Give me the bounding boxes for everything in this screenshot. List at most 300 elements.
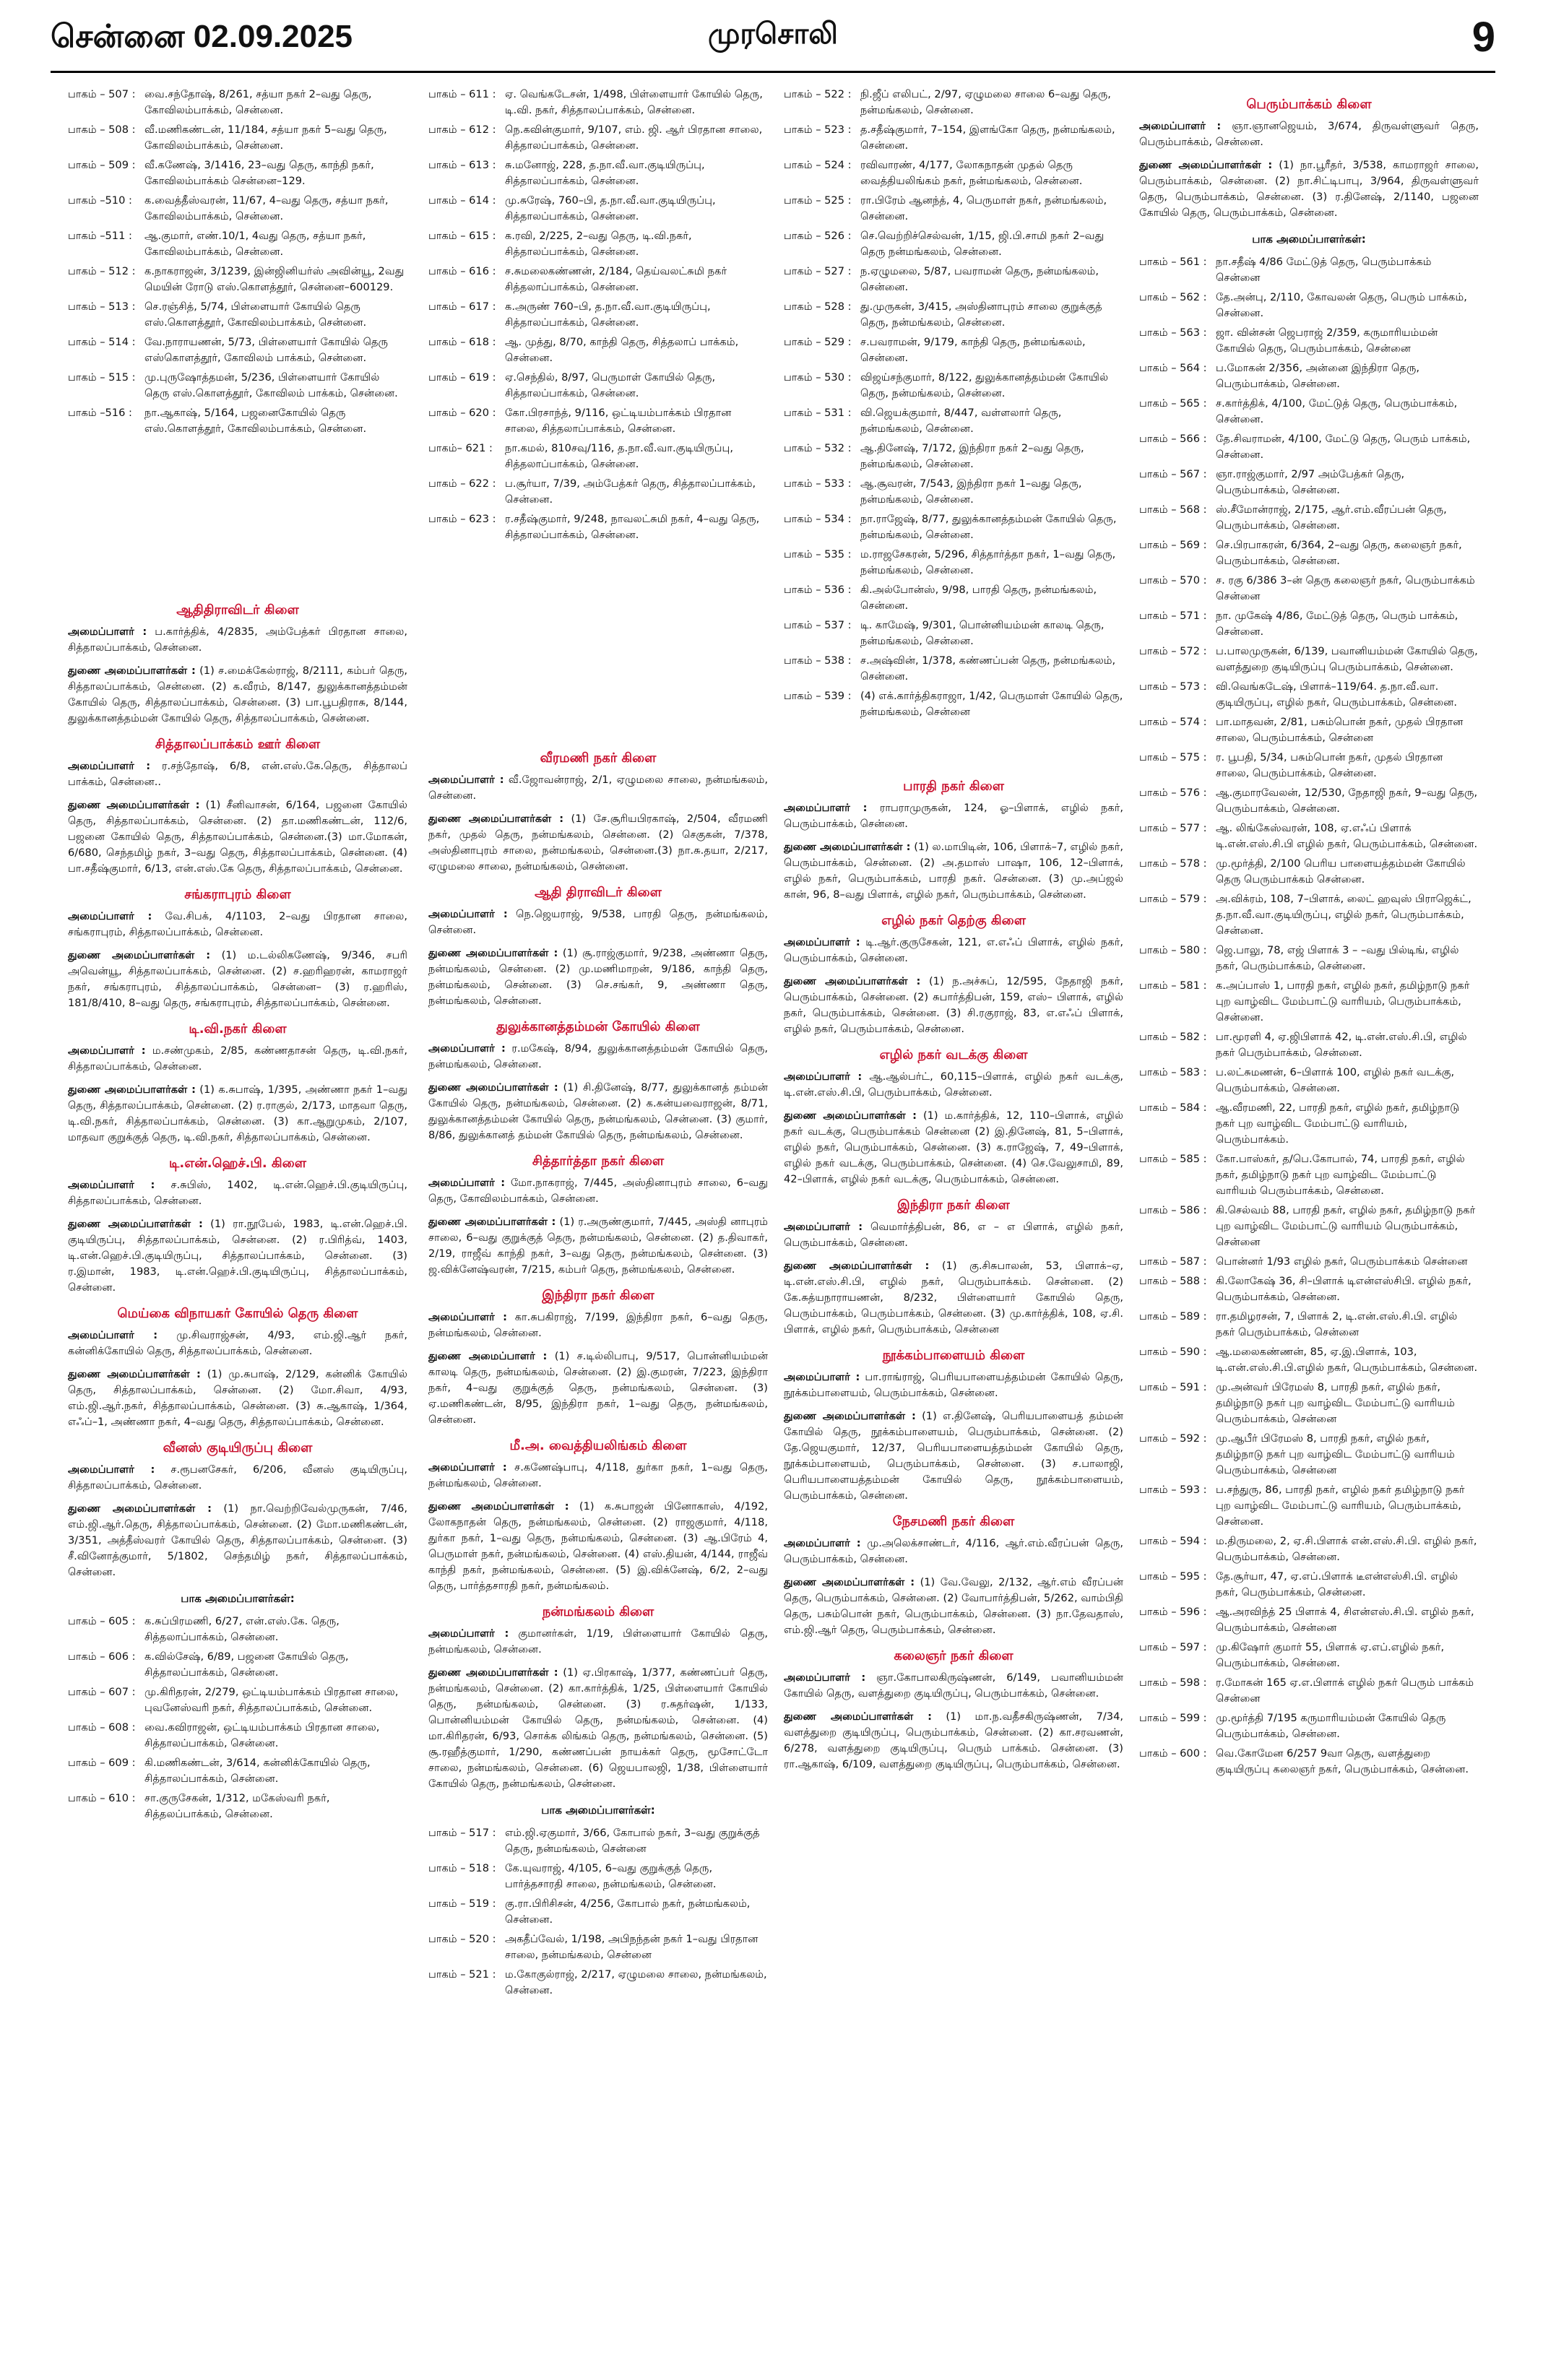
officer-details: டி.ஆர்.குருசேகன், 121, எ.எஃப் பிளாக், எழில் நகர், பெரும்பாக்கம், சென்னை. bbox=[784, 936, 1123, 964]
booth-number: பாகம் – 508 : bbox=[68, 124, 136, 136]
booth-number: பாகம் – 532 : bbox=[784, 442, 852, 454]
branch-officer-paragraph bbox=[428, 1349, 768, 1428]
booth-number: பாகம் – 613 : bbox=[428, 159, 496, 171]
branch-title: சங்கராபுரம் கிளை bbox=[184, 887, 291, 902]
officer-role-label: துணை அமைப்பாளர்கள் : bbox=[68, 799, 200, 811]
booth-organiser: கி.செல்வம் 88, பாரதி நகர், எழில் நகர், தமிழ்நாடு நகர் புற வாழ்விட மேம்பாட்டு வாரியம் பெரும்பாக்கம், சென்னை bbox=[1216, 1204, 1476, 1248]
booth-number: பாகம் – 619 : bbox=[428, 371, 496, 384]
booth-entry bbox=[784, 547, 1123, 579]
booth-organiser: நா. முகேஷ் 4/86, மேட்டுத் தெரு, பெரும் பாக்கம், சென்னை. bbox=[1216, 610, 1458, 638]
booth-organiser: ரா.தமிழரசன், 7, பிளாக் 2, டி.என்.எஸ்.சி.பி. எழில் நகர் பெரும்பாக்கம், சென்னை bbox=[1216, 1310, 1458, 1338]
officer-details: (1) ச.டில்லிபாபு, 9/517, பொன்னியம்மன் காலடி தெரு, நன்மங்கலம், சென்னை. (2) இ.குமரன், 7/223, இந்திரா நகர், 4–வது குறுக்குத் தெரு, நன்மங்கலம், சென்னை. (3) ஏ.மணிகண்டன், 8/95, இந்திரா நகர், 1–வது தெரு, நன்மங்கலம், சென்னை. bbox=[428, 1350, 768, 1426]
booth-organiser: ர. பூபதி, 5/34, பசும்பொன் நகர், முதல் பிரதான சாலை, பெரும்பாக்கம், சென்னை. bbox=[1216, 751, 1443, 779]
booth-number: பாகம் – 522 : bbox=[784, 88, 852, 100]
booth-organiser: ம.ராஜசேகரன், 5/296, சித்தார்த்தா நகர், 1–வது தெரு, நன்மங்கலம், சென்னை. bbox=[860, 548, 1116, 576]
branch-officer-paragraph bbox=[68, 1328, 407, 1359]
branch-title: எழில் நகர் தெற்கு கிளை bbox=[881, 913, 1026, 928]
column-spacer bbox=[784, 724, 1123, 769]
officer-details: பா.ராங்ராஜ், பெரியபாளையத்தம்மன் கோயில் தெரு, நூக்கம்பாளையம், பெரும்பாக்கம், சென்னை. bbox=[784, 1371, 1123, 1399]
branch-section bbox=[784, 1648, 1123, 1773]
column-1 bbox=[68, 87, 407, 2373]
booth-entry bbox=[784, 618, 1123, 649]
booth-entry bbox=[428, 1931, 768, 1963]
officer-role-label: அமைப்பாளர் : bbox=[428, 908, 508, 920]
booth-organiser: வே.நாராயணன், 5/73, பிள்ளையார் கோயில் தெரு எஸ்கொளத்தூர், கோவிலம் பாக்கம், சென்னை. bbox=[144, 336, 388, 364]
officer-role-label: துணை அமைப்பாளர்கள் : bbox=[784, 1410, 916, 1422]
column-4 bbox=[1139, 87, 1479, 2373]
officer-role-label: அமைப்பாளர் : bbox=[428, 1177, 506, 1189]
booth-organiser: ப.லட்சுமணன், 6–பிளாக் 100, எழில் நகர் வடக்கு, பெரும்பாக்கம், சென்னை. bbox=[1216, 1066, 1455, 1094]
branch-officer-paragraph bbox=[784, 1258, 1123, 1338]
booth-entry bbox=[784, 299, 1123, 331]
officer-role-label: அமைப்பாளர் : bbox=[784, 936, 860, 948]
branch-section bbox=[428, 1154, 768, 1278]
booth-entry bbox=[1139, 1344, 1479, 1376]
booth-entry bbox=[1139, 856, 1479, 888]
booth-number: பாகம் – 617 : bbox=[428, 300, 496, 313]
branch-section bbox=[784, 1348, 1123, 1504]
branch-officer-paragraph bbox=[68, 1043, 407, 1075]
booth-number: பாகம் – 582 : bbox=[1139, 1031, 1207, 1043]
booth-entry bbox=[1139, 1029, 1479, 1061]
branch-section bbox=[784, 1198, 1123, 1338]
branch-title: பாரதி நகர் கிளை bbox=[903, 779, 1004, 794]
booth-number: பாகம் – 568 : bbox=[1139, 503, 1207, 516]
booth-number: பாகம் – 567 : bbox=[1139, 468, 1207, 480]
booth-number: பாகம் – 509 : bbox=[68, 159, 136, 171]
booth-organiser: அ.விக்ரம், 108, 7–பிளாக், லைட் ஹவுஸ் பிராஜெக்ட், த.நா.வீ.வா.குடியிருப்பு, எழில் நகர், பெரும்பாக்கம், சென்னை. bbox=[1216, 893, 1471, 937]
officer-details: (1) க.சுபாஜன் பினோகாஸ், 4/192, லோகநாதன் தெரு, நன்மங்கலம், சென்னை. (2) ராஜகுமார், 4/118, துர்கா நகர், 1–வது தெரு, நன்மங்கலம், சென்னை. (3) ஆ.பிரேம் 4, பெருமாள் நகர், நன்மங்கலம், சென்னை. (4) எஸ்.தியன், 4/144, ராஜீவ் காந்தி நகர், நன்மங்கலம், சென்னை. (5) இ.விக்னேஷ், 6/2, 2–வது தெரு, பார்த்தசாரதி நகர், நன்மங்கலம். bbox=[428, 1500, 768, 1592]
booth-organiser: ஸ்.சீமோன்ராஜ், 2/175, ஆர்.எம்.வீரப்பன் தெரு, பெரும்பாக்கம், சென்னை. bbox=[1216, 503, 1447, 532]
booth-number: பாகம் – 565 : bbox=[1139, 397, 1207, 410]
branch-section bbox=[68, 887, 407, 1011]
booth-entry bbox=[1139, 1533, 1479, 1565]
booth-entry bbox=[68, 264, 407, 295]
booth-number: பாகம் – 524 : bbox=[784, 159, 852, 171]
booth-number: பாகம் – 521 : bbox=[428, 1968, 496, 1981]
booth-organiser: மு.அன்வர் பிரேமஸ் 8, பாரதி நகர், எழில் நகர், தமிழ்நாடு நகர் புற வாழ்விட மேம்பாட்டு வாரியம் பெரும்பாக்கம், சென்னை bbox=[1216, 1381, 1455, 1425]
booth-number: பாகம்– 621 : bbox=[428, 442, 493, 454]
booth-organiser: நெ.கவின்குமார், 9/107, எம். ஜி. ஆர் பிரதான சாலை, சித்தாலப்பாக்கம், சென்னை. bbox=[505, 124, 763, 152]
booth-organiser: செ.வெற்றிச்செல்வன், 1/15, ஜி.பி.சாமி நகர் 2–வது தெரு நன்மங்கலம், சென்னை. bbox=[860, 230, 1105, 258]
booth-number: பாகம் – 514 : bbox=[68, 336, 136, 348]
officer-role-label: துணை அமைப்பாளர்கள் : bbox=[68, 1368, 201, 1380]
branch-title: கலைஞர் நகர் கிளை bbox=[894, 1648, 1013, 1663]
booth-number: பாகம் – 587 : bbox=[1139, 1255, 1207, 1268]
booth-number: பாகம் – 599 : bbox=[1139, 1712, 1207, 1724]
booth-entry bbox=[784, 688, 1123, 720]
booth-entry bbox=[1139, 1710, 1479, 1742]
branch-title: துலுக்கானத்தம்மன் கோயில் கிளை bbox=[496, 1019, 700, 1034]
booth-entry bbox=[428, 370, 768, 402]
branch-officer-paragraph bbox=[428, 1175, 768, 1207]
branch-section bbox=[68, 1306, 407, 1430]
branch-officer-paragraph bbox=[784, 935, 1123, 966]
officer-role-label: துணை அமைப்பாளர் : bbox=[428, 1350, 548, 1362]
branch-section bbox=[784, 779, 1123, 903]
booth-organiser: க.வில்சேஷ், 6/89, பஜனை கோயில் தெரு, சித்தாலப்பாக்கம், சென்னை. bbox=[144, 1650, 349, 1679]
officer-role-label: துணை அமைப்பாளர்கள் : bbox=[68, 665, 196, 677]
booth-entry bbox=[68, 1755, 407, 1787]
booth-number: பாகம் – 523 : bbox=[784, 124, 852, 136]
officer-role-label: துணை அமைப்பாளர்கள் : bbox=[428, 1666, 558, 1679]
booth-organiser: மு.சுரேஷ், 760–பி, த.நா.வீ.வா.குடியிருப்பு, சித்தாலப்பாக்கம், சென்னை. bbox=[505, 194, 716, 222]
booth-number: பாகம் – 561 : bbox=[1139, 256, 1207, 268]
officer-details: (1) கு.சிசுபாலன், 53, பிளாக்–ஏ, டி.என்.எஸ்.சி.பி, எழில் நகர், பெரும்பாக்கம். சென்னை. (2) கே.சுத்யநாராயணன், 8/232, பிள்ளையார் கோயில் தெரு, பெரும்பாக்கம், பெரும்பாக்கம், சென்னை. (3) மு.கார்த்திக், 108, ஏ.சி. பிளாக், எழில் நகர், பெரும்பாக்கம், சென்னை bbox=[784, 1260, 1123, 1336]
booth-entry bbox=[428, 193, 768, 225]
branch-officer-paragraph bbox=[1139, 157, 1479, 221]
booth-number: பாகம் – 615 : bbox=[428, 230, 496, 242]
branch-officer-paragraph bbox=[428, 906, 768, 938]
booth-number: பாகம் – 591 : bbox=[1139, 1381, 1207, 1393]
booth-number: பாகம் – 515 : bbox=[68, 371, 136, 384]
branch-officer-paragraph bbox=[68, 1082, 407, 1146]
booth-number: பாகம் – 539 : bbox=[784, 690, 852, 702]
booth-number: பாகம் – 584 : bbox=[1139, 1102, 1207, 1114]
branch-officer-paragraph bbox=[68, 1462, 407, 1494]
booth-organiser: ப.சூர்யா, 7/39, அம்பேத்கர் தெரு, சித்தாலப்பாக்கம், சென்னை. bbox=[505, 477, 756, 506]
booth-number: பாகம் – 614 : bbox=[428, 194, 496, 207]
officer-details: ம.சண்முகம், 2/85, கண்ணதாசன் தெரு, டி.வி.நகர், சித்தாலப்பாக்கம், சென்னை. bbox=[68, 1044, 407, 1073]
officer-details: குமானர்கள், 1/19, பிள்ளையார் கோயில் தெரு, நன்மங்கலம், சென்னை. bbox=[428, 1627, 768, 1656]
branch-section bbox=[68, 1440, 407, 1580]
booth-organiser: ச.கார்த்திக், 4/100, மேட்டுத் தெரு, பெரும்பாக்கம், சென்னை. bbox=[1216, 397, 1458, 425]
officer-role-label: துணை அமைப்பாளர்கள் : bbox=[428, 947, 558, 959]
branch-section bbox=[428, 1288, 768, 1428]
officer-details: (1) ம.டல்லிகணேஷ், 9/346, சபரி அவென்யூ, சித்தாலப்பாக்கம், சென்னை. (2) ச.ஹரிஹரன், காமராஜர் நகர், சங்கராபுரம், சித்தாலப்பாக்கம், சென்னை– (3) ர.ஹரிஸ், 181/8/410, 8–வது தெரு, சங்கராபுரம், சித்தாலப்பாக்கம், சென்னை. bbox=[68, 949, 407, 1009]
booth-entry bbox=[1139, 537, 1479, 569]
booth-entry bbox=[784, 476, 1123, 508]
branch-officer-paragraph bbox=[428, 1499, 768, 1594]
officer-details: ஞா.கோபாலகிருஷ்ணன், 6/149, பவானியம்மன் கோயில் தெரு, வளத்துறை குடியிருப்பு, பெரும்பாக்கம், சென்னை. bbox=[784, 1671, 1123, 1700]
booth-number: பாகம் – 610 : bbox=[68, 1792, 136, 1804]
booth-entry bbox=[784, 441, 1123, 472]
officer-details: (1) ந.அச்சுப், 12/595, நேதாஜி நகர், பெரும்பாக்கம், சென்னை. (2) சுபார்த்திபன், 159, எஸ்– பிளாக், எழில் நகர், பெரும்பாக்கம், சென்னை. (3) சி.ரகுராஜ், 83, எ.எஃப் பிளாக், எழில் நகர், பெரும்பாக்கம், சென்னை. bbox=[784, 975, 1123, 1035]
booth-entry bbox=[428, 1825, 768, 1857]
booth-entry bbox=[68, 228, 407, 260]
booth-organiser: ஆ.வீரமணி, 22, பாரதி நகர், எழில் நகர், தமிழ்நாடு நகர் புற வாழ்விட மேம்பாட்டு வாரியம், பெரும்பாக்கம். bbox=[1216, 1102, 1460, 1146]
officer-details: (1) நா.வெற்றிவேல்முருகன், 7/46, எம்.ஜி.ஆர்.தெரு, சித்தாலப்பாக்கம், சென்னை. (2) மோ.மணிகண்டன், 3/351, அத்தீஸ்வரர் கோயில் தெரு, சித்தாலப்பாக்கம், சென்னை. (3) சீ.வினோத்குமார், 5/1802, செந்தமிழ் நகர், சித்தாலப்பாக்கம், சென்னை. bbox=[68, 1502, 407, 1578]
officer-details: ச.ரூபனசேகர், 6/206, வீனஸ் குடியிருப்பு, சித்தாலப்பாக்கம், சென்னை. bbox=[68, 1463, 407, 1492]
branch-title: நன்மங்கலம் கிளை bbox=[542, 1604, 654, 1619]
booth-organiser: வெ.கோமேன 6/257 9வா தெரு, வளத்துறை குடியிருப்பு கலைஞர் நகர், பெரும்பாக்கம், சென்னை. bbox=[1216, 1747, 1469, 1775]
booth-number: பாகம் – 566 : bbox=[1139, 433, 1207, 445]
booth-organiser: மு.ஆபீர் பிரேமஸ் 8, பாரதி நகர், எழில் நகர், தமிழ்நாடு நகர் புற வாழ்விட மேம்பாட்டு வாரியம் பெரும்பாக்கம், சென்னை bbox=[1216, 1432, 1455, 1476]
booth-organiser: ஜா. வின்சன் ஜெபராஜ் 2/359, கருமாரியம்மன் கோயில் தெரு, பெரும்பாக்கம், சென்னை bbox=[1216, 326, 1438, 355]
officer-details: வீ.ஜோவன்ராஜ், 2/1, ஏழுமலை சாலை, நன்மங்கலம், சென்னை. bbox=[428, 774, 768, 802]
booth-number: பாகம் – 608 : bbox=[68, 1721, 136, 1734]
booth-organiser: ச. ரகு 6/386 3–ன் தெரு கலைஞர் நகர், பெரும்பாக்கம் சென்னை bbox=[1216, 574, 1475, 602]
booth-organiser: மு.மூர்த்தி, 2/100 பெரிய பாளையத்தம்மன் கோயில் தெரு பெரும்பாக்கம் சென்னை. bbox=[1216, 857, 1466, 886]
booth-organiser: நா.ஆகாஷ், 5/164, பஜனைகோயில் தெரு எஸ்.கொளத்தூர், கோவிலம்பாக்கம், சென்னை. bbox=[144, 407, 367, 435]
booth-organiser: ர.சதீஷ்குமார், 9/248, நாவலட்சுமி நகர், 4–வது தெரு, சித்தாலப்பாக்கம், சென்னை. bbox=[505, 513, 760, 541]
booth-entry bbox=[428, 405, 768, 437]
page-header bbox=[51, 0, 1495, 73]
booth-entry bbox=[428, 1967, 768, 1999]
branch-officer-paragraph bbox=[1139, 118, 1479, 150]
booth-organiser: ரா.பிரேம் ஆனந்த், 4, பெருமாள் நகர், நன்மங்கலம், சென்னை. bbox=[860, 194, 1107, 222]
booth-organiser: ச.சுமலைகண்ணன், 2/184, தெய்வலட்சுமி நகர் சித்தலாப்பாக்கம், சென்னை. bbox=[505, 265, 727, 293]
booth-number: பாகம் – 618 : bbox=[428, 336, 496, 348]
branch-officer-paragraph bbox=[784, 1369, 1123, 1401]
booth-organiser: டி. காமேஷ், 9/301, பொன்னியம்மன் காலடி தெரு, நன்மங்கலம், சென்னை. bbox=[860, 619, 1105, 647]
branch-officer-paragraph bbox=[784, 1575, 1123, 1638]
booth-organiser: விஜய்சந்குமார், 8/122, துலுக்கானத்தம்மன் கோயில் தெரு, நன்மங்கலம், சென்னை. bbox=[860, 371, 1109, 399]
column-spacer bbox=[68, 441, 407, 592]
booth-entry bbox=[1139, 1675, 1479, 1707]
branch-officer-paragraph bbox=[68, 1216, 407, 1296]
branch-section bbox=[428, 750, 768, 875]
booth-organiser: ஜெ.பாலு, 78, எஜ் பிளாக் 3 – –வது பில்டிங், எழில் நகர், பெரும்பாக்கம், சென்னை. bbox=[1216, 944, 1459, 972]
booth-number: பாகம் – 586 : bbox=[1139, 1204, 1207, 1216]
officer-role-label: துணை அமைப்பாளர்கள் : bbox=[428, 1216, 556, 1228]
booth-entry bbox=[68, 1720, 407, 1752]
branch-officer-paragraph bbox=[428, 772, 768, 804]
officer-role-label: அமைப்பாளர் : bbox=[68, 626, 147, 638]
officer-details: (1) சீனிவாசன், 6/164, பஜனை கோயில் தெரு, சித்தாலப்பாக்கம், சென்னை. (2) தா.மணிகண்டன், 112/6, பஜனை கோயில் தெரு, சித்தாலப்பாக்கம், சென்னை.(3) மா.மோகன், 6/680, செந்தமிழ் நகர், 3–வது தெரு, சித்தாலப்பாக்கம், சென்னை. (4) பா.சதீஷ்குமார், 6/13, என்.எஸ்.கே தெரு, சித்தாலப்பாக்கம், சென்னை. bbox=[68, 799, 407, 875]
booth-number: பாகம் – 606 : bbox=[68, 1650, 136, 1663]
booth-entry bbox=[784, 122, 1123, 154]
booth-organiser: கோ.பிரசாந்த், 9/116, ஒட்டியம்பாக்கம் பிரதான சாலை, சித்தலாப்பாக்கம், சென்னை. bbox=[505, 407, 732, 435]
booth-entry bbox=[68, 1649, 407, 1681]
officer-details: (1) ச.மைக்கேல்ராஜ், 8/2111, கம்பர் தெரு, சித்தாலப்பாக்கம், சென்னை. (2) க.வீரம், 8/147, துலுக்கானத்தம்மன் கோயில் தெரு, சித்தாலப்பாக்கம், சென்னை. (3) பா.பூபதிராசு, 8/144, துலுக்கானத்தம்மன் கோயில் தெரு, சித்தாலப்பாக்கம், சென்னை. bbox=[68, 665, 407, 724]
booth-entry bbox=[784, 405, 1123, 437]
booth-number: பாகம் – 616 : bbox=[428, 265, 496, 277]
officer-details: ஆ.ஆல்பர்ட், 60,115–பிளாக், எழில் நகர் வடக்கு, டி.என்.எஸ்.சி.பி, பெரும்பாக்கம், சென்னை. bbox=[784, 1070, 1123, 1099]
officer-role-label: துணை அமைப்பாளர்கள் : bbox=[428, 1081, 558, 1094]
booth-entry bbox=[1139, 254, 1479, 286]
booth-organiser: ஆ.குமார், எண்.10/1, 4வது தெரு, சத்யா நகர், கோவிலம்பாக்கம், சென்னை. bbox=[144, 230, 366, 258]
booth-number: பாகம் – 611 : bbox=[428, 88, 496, 100]
booth-entry bbox=[68, 405, 407, 437]
branch-officer-paragraph bbox=[68, 624, 407, 656]
branch-officer-paragraph bbox=[428, 1041, 768, 1073]
booth-number: பாகம் – 578 : bbox=[1139, 857, 1207, 870]
booth-number: பாகம் – 537 : bbox=[784, 619, 852, 631]
booth-organiser: ஏ.செந்தில், 8/97, பெருமாள் கோயில் தெரு, சித்தாலப்பாக்கம், சென்னை. bbox=[505, 371, 716, 399]
booth-number: பாகம் – 589 : bbox=[1139, 1310, 1207, 1323]
branch-title: டி.என்.ஹெச்.பி. கிளை bbox=[169, 1156, 306, 1171]
booth-entry bbox=[428, 1861, 768, 1892]
booth-number: பாகம் – 590 : bbox=[1139, 1346, 1207, 1358]
booth-entry bbox=[1139, 679, 1479, 711]
officer-role-label: துணை அமைப்பாளர்கள் : bbox=[784, 1710, 932, 1723]
booth-number: பாகம் – 530 : bbox=[784, 371, 852, 384]
booth-number: பாகம் – 574 : bbox=[1139, 716, 1207, 728]
officer-role-label: துணை அமைப்பாளர்கள் : bbox=[784, 1109, 917, 1122]
branch-section bbox=[428, 1019, 768, 1143]
booth-organiser: பா.மாதவன், 2/81, பசும்பொன் நகர், முதல் பிரதான சாலை, பெரும்பாக்கம், சென்னை bbox=[1216, 716, 1464, 744]
branch-title: நேசமணி நகர் கிளை bbox=[892, 1514, 1015, 1529]
branch-title: பெரும்பாக்கம் கிளை bbox=[1246, 97, 1372, 112]
branch-officer-paragraph bbox=[784, 974, 1123, 1037]
officer-details: (1) க.சுபாஷ், 1/395, அண்ணா நகர் 1–வது தெரு, சித்தாலப்பாக்கம், சென்னை. (2) ர.ராகுல், 2/173, மாதவா தெரு, டி.வி.நகர், சித்தாலப்பாக்கம், சென்னை. (3) கா.ஆறுமுகம், 2/107, மாதவா குறுக்குத் தெரு, டி.வி.நகர், சித்தாலப்பாக்கம், சென்னை. bbox=[68, 1083, 407, 1143]
officer-role-label: துணை அமைப்பாளர்கள் : bbox=[428, 1500, 569, 1513]
booth-number: பாகம் – 622 : bbox=[428, 477, 496, 490]
booth-entry bbox=[1139, 1151, 1479, 1199]
branch-officer-paragraph bbox=[784, 1709, 1123, 1773]
branch-officer-paragraph bbox=[784, 1536, 1123, 1567]
booth-number: பாகம் – 520 : bbox=[428, 1933, 496, 1945]
booth-organiser: நா.கமல், 810சவு/116, த.நா.வீ.வா.குடியிருப்பு, சித்தலாப்பாக்கம், சென்னை. bbox=[505, 442, 734, 470]
branch-section bbox=[784, 1047, 1123, 1187]
booth-number: பாகம் – 588 : bbox=[1139, 1275, 1207, 1287]
booth-organiser: ந.ஏழுமலை, 5/87, பவராமன் தெரு, நன்மங்கலம், சென்னை. bbox=[860, 265, 1099, 293]
branch-officer-paragraph bbox=[784, 839, 1123, 903]
booth-entry bbox=[1139, 467, 1479, 498]
booth-organiser: ஆ.சூவரன், 7/543, இந்திரா நகர் 1–வது தெரு, நன்மங்கலம், சென்னை. bbox=[860, 477, 1082, 506]
booth-organiser: மு.மூர்த்தி 7/195 கருமாரியம்மன் கோயில் தெரு பெரும்பாக்கம், சென்னை. bbox=[1216, 1712, 1446, 1740]
booth-entry bbox=[1139, 978, 1479, 1026]
branch-officer-paragraph bbox=[68, 663, 407, 727]
officer-details: மு.சிவராஜ்சன், 4/93, எம்.ஜி.ஆர் நகர், கன்னிக்கோயில் தெரு, சித்தாலப்பாக்கம், சென்னை. bbox=[68, 1329, 407, 1357]
booth-entry bbox=[784, 228, 1123, 260]
officer-details: ர.சந்தோஷ், 6/8, என்.எஸ்.கே.தெரு, சித்தாலப் பாக்கம், சென்னை.. bbox=[68, 760, 407, 788]
booth-entry bbox=[1139, 644, 1479, 675]
column-2 bbox=[428, 87, 768, 2373]
booth-organiser: வை.கவிராஜன், ஒட்டியம்பாக்கம் பிரதான சாலை, சித்தாலப்பாக்கம், சென்னை. bbox=[144, 1721, 380, 1749]
booth-entry bbox=[68, 122, 407, 154]
newspaper-name: முரசொலி bbox=[708, 17, 838, 51]
booth-entry bbox=[1139, 1380, 1479, 1427]
booth-entry bbox=[68, 157, 407, 189]
branch-section bbox=[68, 737, 407, 877]
booth-number: பாகம் – 573 : bbox=[1139, 680, 1207, 693]
booth-entry bbox=[784, 264, 1123, 295]
branch-section bbox=[428, 885, 768, 1009]
officer-role-label: அமைப்பாளர் : bbox=[784, 802, 868, 814]
header-date: சென்னை 02.09.2025 bbox=[51, 19, 353, 54]
booth-entry bbox=[784, 87, 1123, 118]
booth-organiser: கி.அல்போன்ஸ், 9/98, பாரதி தெரு, நன்மங்கலம், சென்னை. bbox=[860, 584, 1097, 612]
booth-organiser: ரவிவாரண், 4/177, லோகநாதன் முதல் தெரு வைத்தியலிங்கம் நகர், நன்மங்கலம், சென்னை. bbox=[860, 159, 1083, 187]
booth-number: பாகம் – 593 : bbox=[1139, 1484, 1207, 1496]
booth-entry bbox=[1139, 1746, 1479, 1778]
booth-number: பாகம் – 609 : bbox=[68, 1757, 136, 1769]
branch-section bbox=[428, 1604, 768, 1792]
booth-organiser: வி.ஜெயக்குமார், 8/447, வள்ளலார் தெரு, நன்மங்கலம், சென்னை. bbox=[860, 407, 1062, 435]
officer-role-label: அமைப்பாளர் : bbox=[428, 1311, 507, 1323]
branch-title: ஆதி திராவிடர் கிளை bbox=[535, 885, 662, 900]
booth-number: பாகம் –510 : bbox=[68, 194, 132, 207]
branch-title: எழில் நகர் வடக்கு கிளை bbox=[879, 1047, 1028, 1063]
branch-officer-paragraph bbox=[428, 1665, 768, 1792]
branch-officer-paragraph bbox=[68, 1177, 407, 1209]
booth-number: பாகம் – 575 : bbox=[1139, 751, 1207, 763]
branch-title: மீ.அ. வைத்தியலிங்கம் கிளை bbox=[509, 1438, 687, 1453]
branch-title: வீனஸ் குடியிருப்பு கிளை bbox=[163, 1440, 313, 1455]
booth-organisers-heading: பாக அமைப்பாளர்கள்: bbox=[181, 1592, 295, 1605]
booth-entry bbox=[428, 122, 768, 154]
booth-number: பாகம் –516 : bbox=[68, 407, 132, 419]
officer-details: (1) ம.கார்த்திக், 12, 110–பிளாக், எழில் நகர் வடக்கு, பெரும்பாக்கம் சென்னை (2) இ.தினேஷ், 81, 5–பிளாக், எழில் நகர், பெரும்பாக்கம், சென்னை. (3) க.ராஜேஷ், 7, 49–பிளாக், எழில் நகர் வடக்கு, பெரும்பாக்கம், சென்னை. (4) செ.வேலுசாமி, 89, 42–பிளாக், எழில் நகர் வடக்கு, பெரும்பாக்கம், சென்னை. bbox=[784, 1109, 1123, 1185]
officer-details: கா.சுபகிராஜ், 7/199, இந்திரா நகர், 6–வது தெரு, நன்மங்கலம், சென்னை. bbox=[428, 1311, 768, 1339]
booth-entry bbox=[1139, 714, 1479, 746]
officer-role-label: துணை அமைப்பாளர்கள் : bbox=[784, 1576, 915, 1588]
branch-officer-paragraph bbox=[428, 1626, 768, 1658]
officer-role-label: அமைப்பாளர் : bbox=[68, 760, 151, 772]
officer-details: (1) நா.பூரீதர், 3/538, காமராஜர் சாலை, பெரும்பாக்கம், சென்னை. (2) நா.சிட்டிபாபு, 3/964, திருவள்ளுவர் தெரு, பெரும்பாக்கம், சென்னை. (3) ர.தினேஷ், 2/1140, பஜனை கோயில் தெரு, பெரும்பாக்கம், சென்னை. bbox=[1139, 159, 1479, 219]
officer-role-label: அமைப்பாளர் : bbox=[784, 1070, 863, 1083]
branch-section bbox=[1139, 97, 1479, 221]
booth-entry bbox=[1139, 1431, 1479, 1479]
branch-title: சித்தாலப்பாக்கம் ஊர் கிளை bbox=[155, 737, 321, 752]
booth-organiser: ச.பவராமன், 9/179, காந்தி தெரு, நன்மங்கலம், சென்னை. bbox=[860, 336, 1086, 364]
booth-organisers-heading: பாக அமைப்பாளர்கள்: bbox=[541, 1804, 655, 1817]
booth-organiser: வி.வெங்கடேஷ், பிளாக்–119/64. த.நா.வீ.வா. குடியிருப்பு, எழில் நகர், பெரும்பாக்கம், சென்னை. bbox=[1216, 680, 1457, 709]
booth-entry bbox=[68, 370, 407, 402]
booth-number: பாகம் – 581 : bbox=[1139, 979, 1207, 992]
officer-details: நெ.ஜெயராஜ், 9/538, பாரதி தெரு, நன்மங்கலம், சென்னை. bbox=[428, 908, 768, 936]
branch-title: டி.வி.நகர் கிளை bbox=[189, 1021, 287, 1037]
booth-organiser: ம.திருமலை, 2, ஏ.சி.பிளாக் என்.எஸ்.சி.பி. எழில் நகர், பெரும்பாக்கம், சென்னை. bbox=[1216, 1535, 1477, 1563]
booth-entry bbox=[1139, 821, 1479, 852]
booth-number: பாகம் – 623 : bbox=[428, 513, 496, 525]
branch-section bbox=[68, 602, 407, 727]
booth-entry bbox=[68, 87, 407, 118]
officer-role-label: அமைப்பாளர் : bbox=[428, 1042, 506, 1055]
branch-officer-paragraph bbox=[428, 1080, 768, 1143]
booth-entry bbox=[428, 87, 768, 118]
booth-number: பாகம் – 592 : bbox=[1139, 1432, 1207, 1445]
booth-entry bbox=[428, 299, 768, 331]
booth-entry bbox=[1139, 290, 1479, 321]
booth-number: பாகம் – 577 : bbox=[1139, 822, 1207, 834]
booth-number: பாகம் – 563 : bbox=[1139, 326, 1207, 339]
officer-details: (1) ரா.நூபேல், 1983, டி.என்.ஹெச்.பி. குடியிருப்பு, சித்தாலப்பாக்கம், சென்னை. (2) ர.பிரித்வ், 1403, டி.என்.ஹெச்.பி.குடியிருப்பு, சித்தாலப்பாக்கம், சென்னை. (3) ர.இமான், 1983, டி.என்.ஹெச்.பி.குடியிருப்பு, சித்தாலப்பாக்கம், சென்னை. bbox=[68, 1218, 407, 1294]
officer-details: (1) சே.சூரியபிரகாஷ், 2/504, வீரமணி நகர், முதல் தெரு, நன்மங்கலம், சென்னை. (2) செகுகன், 7/378, அஸ்தினாபுரம் சாலை, நன்மங்கலம், சென்னை.(3) நா.சு.தயா, 2/217, ஏழுமலை சாலை, நன்மங்கலம், சென்னை. bbox=[428, 813, 768, 873]
branch-officer-paragraph bbox=[68, 1501, 407, 1580]
branch-section bbox=[68, 1021, 407, 1146]
booth-entry bbox=[428, 1896, 768, 1928]
booth-organiser: செ.பிரபாகரன், 6/364, 2–வது தெரு, கலைஞர் நகர், பெரும்பாக்கம், சென்னை. bbox=[1216, 539, 1462, 567]
booth-organiser: க.அருண் 760–பி, த.நா.வீ.வா.குடியிருப்பு, சித்தாலப்பாக்கம், சென்னை. bbox=[505, 300, 711, 329]
booth-entry bbox=[784, 511, 1123, 543]
branch-section bbox=[784, 913, 1123, 1037]
booth-organiser: ஆ. முத்து, 8/70, காந்தி தெரு, சித்தலாப் பாக்கம், சென்னை. bbox=[505, 336, 739, 364]
booth-number: பாகம் – 598 : bbox=[1139, 1676, 1207, 1689]
booth-number: பாகம் – 580 : bbox=[1139, 944, 1207, 956]
booth-number: பாகம் – 528 : bbox=[784, 300, 852, 313]
booth-organiser: (4) எக்.கார்த்திகராஜா, 1/42, பெருமாள் கோயில் தெரு, நன்மங்கலம், சென்னை bbox=[860, 690, 1123, 718]
booth-entry bbox=[428, 157, 768, 189]
booth-number: பாகம் – 536 : bbox=[784, 584, 852, 596]
officer-details: (1) ர.அருண்குமார், 7/445, அஸ்தி னாபுரம் சாலை, 6–வது குறுக்குத் தெரு, நன்மங்கலம், சென்னை. (2) த.திவாகர், 2/19, ராஜீவ் காந்தி நகர், 3–வது தெரு, நன்மங்கலம், சென்னை. (3) ஜ.விக்னேஷ்வரன், 7/215, கம்பர் தெரு, நன்மங்கலம், சென்னை. bbox=[428, 1216, 768, 1276]
booth-number: பாகம் – 513 : bbox=[68, 300, 136, 313]
booth-organiser: வீ.கணேஷ், 3/1416, 23–வது தெரு, காந்தி நகர், கோவிலம்பாக்கம் சென்னை–129. bbox=[144, 159, 374, 187]
booth-entry bbox=[1139, 943, 1479, 974]
officer-details: (1) ல.மாபிடின், 106, பிளாக்–7, எழில் நகர், பெரும்பாக்கம், சென்னை. (2) அ.தமாஸ் பாஷா, 106, 12–பிளாக், எழில் நகர், பெரும்பாக்கம், பாரதி நகர். சென்னை. (3) மு.அப்ஜல் கான், 96, 8–வது பிளாக், எழில் நகர், பெரும்பாக்கம், சென்னை. bbox=[784, 841, 1123, 901]
officer-details: வே.சிபக், 4/1103, 2–வது பிரதான சாலை, சங்கராபுரம், சித்தாலப்பாக்கம், சென்னை. bbox=[68, 910, 407, 938]
booth-entry bbox=[784, 334, 1123, 366]
officer-role-label: அமைப்பாளர் : bbox=[68, 1179, 155, 1191]
booth-organiser: க.வைத்தீஸ்வரன், 11/67, 4–வது தெரு, சத்யா நகர், கோவிலம்பாக்கம், சென்னை. bbox=[144, 194, 389, 222]
officer-details: (1) மா.ந.வதீசகிருஷ்ணன், 7/34, வளத்துறை குடியிருப்பு, பெரும்பாக்கம், சென்னை. (2) கா.சரவணன், 6/278, வளத்துறை குடியிருப்பு, பெரும் பாக்கம். சென்னை. (3) ரா.ஆகாஷ், 6/109, வளத்துறை குடியிருப்பு, பெரும்பாக்கம், சென்னை. bbox=[784, 1710, 1123, 1770]
officer-role-label: துணை அமைப்பாளர்கள் : bbox=[68, 1083, 196, 1096]
branch-officer-paragraph bbox=[428, 1310, 768, 1341]
officer-role-label: துணை அமைப்பாளர்கள் : bbox=[68, 949, 211, 961]
officer-role-label: அமைப்பாளர் : bbox=[1139, 120, 1222, 132]
officer-details: ராபராமுருகன், 124, ஓ–பிளாக், எழில் நகர், பெரும்பாக்கம், சென்னை. bbox=[784, 802, 1123, 830]
booth-number: பாகம் – 525 : bbox=[784, 194, 852, 207]
booth-organiser: ஆ. லிங்கேஸ்வரன், 108, ஏ.எஃப் பிளாக் டி.என்.எஸ்.சி.பி எழில் நகர், பெரும்பாக்கம், சென்னை. bbox=[1216, 822, 1478, 850]
booth-number: பாகம் – 533 : bbox=[784, 477, 852, 490]
officer-role-label: அமைப்பாளர் : bbox=[68, 910, 152, 922]
booth-number: பாகம் – 518 : bbox=[428, 1862, 496, 1874]
booth-organiser: ஆ.குமாரவேலன், 12/530, நேதாஜி நகர், 9–வது தெரு, பெரும்பாக்கம், சென்னை. bbox=[1216, 787, 1478, 815]
booth-organiser: அகதீப்வேல், 1/198, அபிநந்தன் நகர் 1–வது பிரதான சாலை, நன்மங்கலம், சென்னை bbox=[505, 1933, 758, 1961]
booth-entry bbox=[428, 476, 768, 508]
